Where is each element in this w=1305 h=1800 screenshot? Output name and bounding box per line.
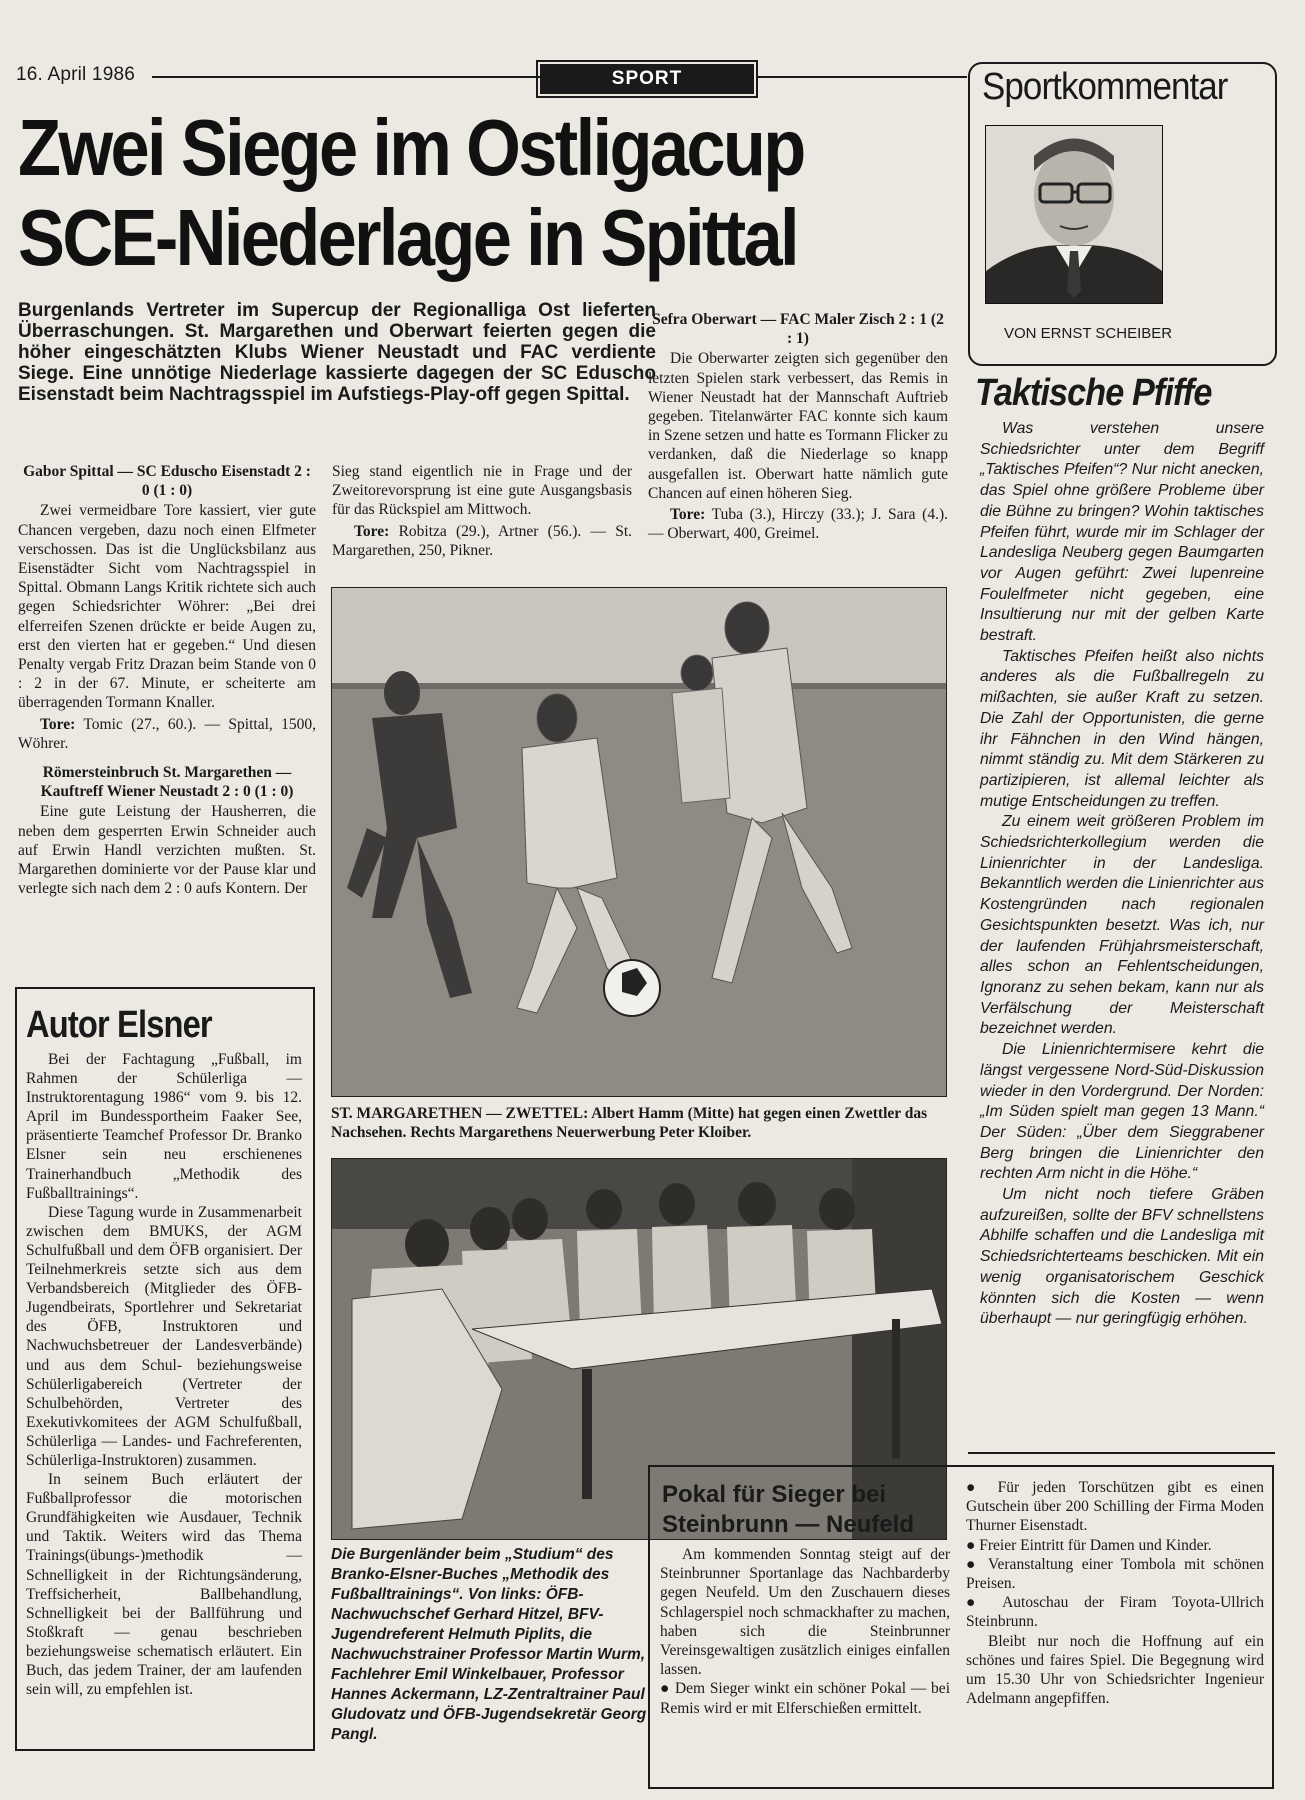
commentary-paragraph-2: Taktisches Pfeifen heißt also nichts anderes als die Fußballregeln zu mißachten, sie außer Kraft zu setzen. Die Zahl der Opportunisten, die gerne ihr Fähnchen in den Wind hängen, nimmt ständig zu. Mit dem Stärkeren zu partizipieren, ist allemal leichter als mutige Entscheidungen zu treffen. [980, 647, 1264, 810]
football-match-photo [331, 587, 947, 1097]
pokal-closing: Bleibt nur noch die Hoffnung auf ein schönes und faires Spiel. Die Begegnung wird um 15.30 Uhr von Schiedsrichter Ingenieur Adelmann angepfiffen. [966, 1632, 1264, 1708]
pokal-bullet-1: ● Dem Sieger winkt ein schöner Pokal — bei Remis wird er mit Elferschießen ermittelt. [660, 1680, 950, 1717]
commentary-bottom-rule [968, 1452, 1275, 1454]
match-1-heading: Gabor Spittal — SC Eduscho Eisenstadt 2 : 0 (1 : 0) [23, 463, 311, 500]
elsner-paragraph-1: Bei der Fachtagung „Fußball, im Rahmen der Schülerliga — Instruktorentagung 1986“ vom 9. bis 12. April im Bundessportheim Faaker See, präsentierte Teamchef Professor Dr. Branko Elsner sein neu erschienenes Trainerhandbuch „Methodik des Fußballtrainings“. [26, 1051, 302, 1202]
elsner-paragraph-3: In seinem Buch erläutert der Fußballprofessor die motorischen Grundfähigkeiten wie Ausdauer, Technik und Taktik. Weiters wird das Thema Trainings(übungs-)methodik — Schnelligkeit in der Richtungsänderung, Treffsicherheit, Ballbehandlung, Schnelligkeit bei der Ballführung und Stoßkraft — genau beschrieben beziehungsweise schematisch erläutert. Ein Buch, das jedem Trainer, der am laufenden sein will, zu empfehlen ist. [26, 1471, 302, 1699]
commentary-paragraph-4: Die Linienrichtermisere kehrt die längst vergessene Nord-Süd-Diskussion wieder in den Vordergrund. Der Norden: „Im Süden spielt man gegen 13 Mann.“ Der Süden: „Über dem Sieggrabener Berg bringen die Linienrichter den rechten Arm nicht in die Höhe.“ [980, 1041, 1264, 1183]
pokal-bullet-2: ● Für jeden Torschützen gibt es einen Gutschein über 200 Schilling der Firma Moden Thurner Eisenstadt. [966, 1479, 1264, 1535]
football-match-illustration [332, 588, 946, 1096]
headline-line-1: Zwei Siege im Ostligacup [18, 103, 804, 192]
issue-date: 16. April 1986 [16, 64, 135, 85]
photo-2-caption: Die Burgenländer beim „Studium“ des Branko-Elsner-Buches „Methodik des Fußballtrainings“. Von links: ÖFB-Nachwuchschef Gerhard Hitzel, BFV-Jugendreferent Helmuth Piplits, die Nachwuchstrainer Professor Martin Wurm, Fachlehrer Emil Winkelbauer, Professor Hannes Ackermann, LZ-Zentraltrainer Paul Gludovatz und ÖFB-Jugendsekretär Georg Pangl. [331, 1546, 647, 1743]
elsner-paragraph-2: Diese Tagung wurde in Zusammenarbeit zwischen dem BMUKS, der AGM Schulfußball und dem ÖFB organisiert. Der Teilnehmerkreis setzte sich aus dem Verbandsbereich (Mitglieder des ÖFB-Jugendbeirats, Sportlehrer und Sekretariat des ÖFB, Instruktoren und Nachwuchsbetreuer der Landesverbände) und aus dem Schul- beziehungsweise Schülerligabereich (Vertreter der Schulbehörden, Vertreter des Exekutivkomitees der AGM Schulfußball, Schülerliga — Landes- und Fachreferenten, Schülerliga-Instruktoren) zusammen. [26, 1203, 302, 1469]
match-1-scorers-label: Tore: [40, 715, 76, 733]
pokal-column-left [660, 1545, 950, 1718]
author-portrait [985, 125, 1163, 304]
pokal-column-right [966, 1478, 1264, 1708]
pokal-intro: Am kommenden Sonntag steigt auf der Steinbrunner Sportanlage das Nachbarderby gegen Neufeld. Um den Zuschauern dieses Schlagerspiel noch schmackhafter zu machen, haben sich die Steinbrunner Vereinsgewaltigen zusätzlich einiges einfallen lassen. [660, 1546, 950, 1679]
match-3-body: Die Oberwarter zeigten sich gegenüber den letzten Spielen stark verbessert, das Remis in Wiener Neustadt hat der Mannschaft Auftrieb gegeben. Titelanwärter FAC konnte sich kaum in Szene setzen und hatte es Tormann Flicker zu verdanken, daß die Niederlage so knapp ausgefallen ist. Oberwart hatte nämlich gute Chancen auf einen höheren Sieg. [648, 350, 948, 502]
commentary-author: VON ERNST SCHEIBER [1004, 325, 1173, 342]
match-2-scorers-text: Robitza (29.), Artner (56.). — St. Margarethen, 250, Pikner. [332, 522, 633, 559]
match-1-scorers-text: Tomic (27., 60.). — Spittal, 1500, Wöhrer. [18, 715, 316, 752]
headline-line-2: SCE-Niederlage in Spittal [18, 193, 797, 282]
match-2-body: Eine gute Leistung der Hausherren, die neben dem gesperrten Erwin Schneider auch auf Erwin Handl verzichten mußten. St. Margarethen dominierte vor der Pause klar und verlegte sich nach dem 2 : 0 aufs Kontern. Der [18, 803, 316, 898]
pokal-bullet-4: ● Veranstaltung einer Tombola mit schönen Preisen. [966, 1555, 1264, 1593]
pokal-box-title: Pokal für Sieger bei Steinbrunn — Neufeld [662, 1481, 914, 1538]
match-3-scorers [648, 505, 948, 543]
photo-1-caption: ST. MARGARETHEN — ZWETTEL: Albert Hamm (Mitte) hat gegen einen Zwettler das Nachsehen. Rechts Margarethens Neuerwerbung Peter Kloiber. [331, 1105, 928, 1141]
elsner-box-body [26, 1050, 302, 1699]
match-3-heading: Sefra Oberwart — FAC Maler Zisch 2 : 1 (2 : 1) [652, 311, 944, 348]
match-1-body: Zwei vermeidbare Tore kassiert, vier gute Chancen vergeben, dazu noch einen Elfmeter verschossen. Das ist die Unglücksbilanz aus Eisenstädter Sicht vom Nachtragsspiel in Spittal. Obmann Langs Kritik richtete sich auch gegen Schiedsrichter Wöhrer: „Bei drei elferreifen Szenen drückte er beide Augen zu, erst den vierten hat er gegeben.“ Und diesen Penalty vergab Fritz Drazan beim Stande von 0 : 2 in der 67. Minute, er scheiterte am überragenden Tormann Knaller. [18, 502, 316, 712]
match-2-scorers-label: Tore: [354, 522, 390, 540]
article-column-1 [18, 462, 316, 898]
match-2-scorers [332, 522, 632, 560]
header-rule-right [757, 76, 967, 78]
section-tag: SPORT [540, 64, 754, 94]
header-rule-left [152, 76, 540, 78]
commentary-paragraph-5: Um nicht noch tiefere Gräben aufzureißen, sollte der BFV schnellstens Abhilfe schaffen und die Landesliga mit Schiedsrichterteams beschicken. Mit ein wenig organisatorischem Geschick könnten sich die Kosten — wenn überhaupt — nur geringfügig erhöhen. [980, 1186, 1264, 1328]
commentary-paragraph-3: Zu einem weit größeren Problem im Schiedsrichterkollegium werden die Linienrichter in der Landesliga. Bekanntlich werden die Linienrichter aus Kostengründen nach regionalen Gesichtspunkten besetzt. Was ich, nur der laufenden Frühjahrsmeisterschaft, alles schon an Fehlentscheidungen, Ignoranz zu sehen bekam, kann nur als Verfälschung der Meisterschaft bezeichnet werden. [980, 813, 1264, 1038]
match-3-scorers-text: Tuba (3.), Hirczy (33.); J. Sara (4.). — Oberwart, 400, Greimel. [648, 506, 948, 543]
elsner-box-title: Autor Elsner [26, 1004, 212, 1046]
match-2-heading: Römersteinbruch St. Margarethen — Kauftreff Wiener Neustadt 2 : 0 (1 : 0) [40, 764, 294, 801]
article-column-3 [648, 310, 948, 543]
author-portrait-illustration [986, 126, 1162, 303]
article-column-2 [332, 462, 632, 560]
commentary-headline: Taktische Pfiffe [975, 372, 1212, 414]
match-1-scorers [18, 715, 316, 753]
pokal-bullet-3: ● Freier Eintritt für Damen und Kinder. [966, 1536, 1212, 1554]
commentary-title: Sportkommentar [982, 66, 1228, 108]
commentary-body [980, 419, 1264, 1330]
commentary-paragraph-1: Was verstehen unsere Schiedsrichter unter dem Begriff „Taktisches Pfeifen“? Nur nicht anecken, das Spiel ohne größere Probleme über die Bühne zu bringen? Wohin taktisches Pfeifen führt, wurde mir im Schlager der Landesliga Neuberg gegen Baumgarten vor Augen geführt: Zwei lupenreine Foulelfmeter nicht gegeben, eine Insultierung nur mit der gelben Karte bestraft. [980, 420, 1264, 645]
match-2-body-continued: Sieg stand eigentlich nie in Frage und der Zweitorevorsprung ist eine gute Ausgangsbasis für das Rückspiel am Mittwoch. [332, 463, 632, 519]
pokal-bullet-5: ● Autoschau der Firam Toyota-Ullrich Steinbrunn. [966, 1594, 1264, 1631]
match-3-scorers-label: Tore: [670, 506, 706, 524]
lead-paragraph: Burgenlands Vertreter im Supercup der Regionalliga Ost lieferten Überraschungen. St. Margarethen und Oberwart feierten gegen die höher eingeschätzten Klubs Wiener Neustadt und FAC verdiente Siege. Eine unnötige Niederlage kassierte dagegen der SC Eduscho Eisenstadt beim Nachtragsspiel im Aufstiegs-Play-off gegen Spittal. [18, 300, 656, 405]
